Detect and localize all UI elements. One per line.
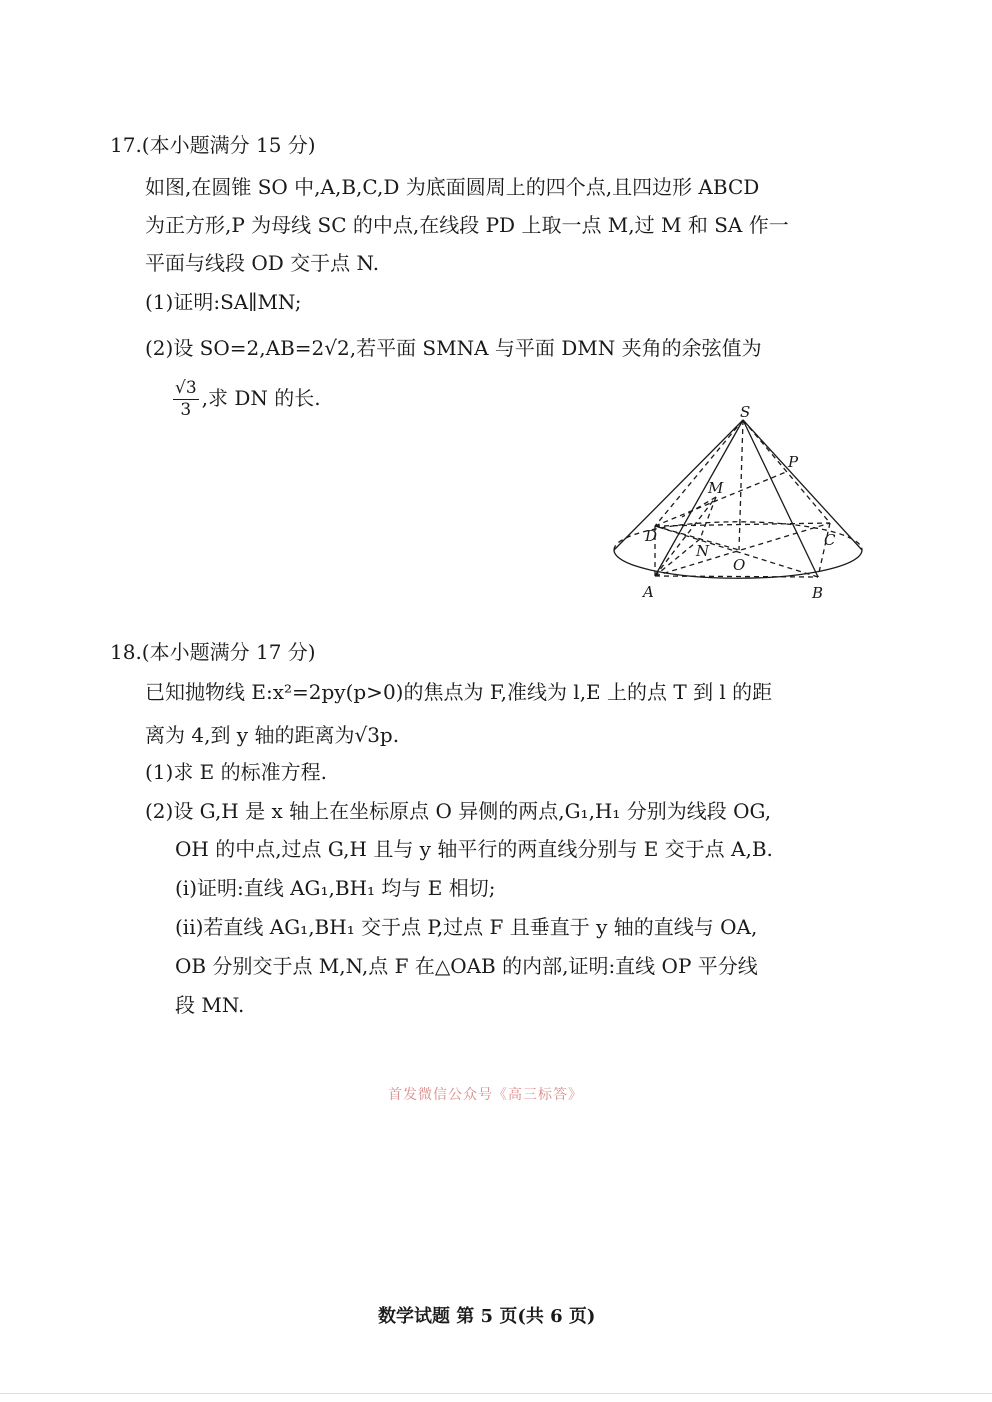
q18-part-1: (1)求 E 的标准方程. [145, 760, 328, 784]
q18-sub-ii-line-1: (ii)若直线 AG₁,BH₁ 交于点 P,过点 F 且垂直于 y 轴的直线与 OA, [175, 915, 758, 939]
q17-part-1: (1)证明:SA∥MN; [145, 290, 302, 314]
q18-part-2-line-1: (2)设 G,H 是 x 轴上在坐标原点 O 异侧的两点,G₁,H₁ 分别为线段 OG, [145, 799, 772, 823]
fraction-denominator: 3 [180, 400, 192, 420]
segment-na [655, 539, 700, 576]
q17-intro-line-1: 如图,在圆锥 SO 中,A,B,C,D 为底面圆周上的四个点,且四边形 ABCD [145, 175, 760, 199]
page-footer: 数学试题 第 5 页(共 6 页) [378, 1306, 596, 1327]
label-m: M [708, 479, 724, 497]
fraction-numerator: √3 [175, 378, 197, 398]
watermark-text: 首发微信公众号《高三标答》 [388, 1087, 583, 1103]
cone-outline-left [614, 420, 743, 550]
label-p: P [788, 453, 799, 471]
label-s: S [740, 403, 751, 421]
q17-part-2: (2)设 SO=2,AB=2√2,若平面 SMNA 与平面 DMN 夹角的余弦值为 [145, 336, 762, 360]
label-c: C [824, 531, 836, 549]
q18-intro-line-1: 已知抛物线 E:x²=2py(p>0)的焦点为 F,准线为 l,E 上的点 T 到 l 的距 [145, 680, 773, 704]
q18-part-2-line-2: OH 的中点,过点 G,H 且与 y 轴平行的两直线分别与 E 交于点 A,B. [175, 837, 773, 861]
label-a: A [643, 583, 654, 601]
scan-edge-divider [0, 1393, 992, 1394]
q17-part-2-tail: ,求 DN 的长. [201, 386, 321, 410]
edge-sc [743, 420, 830, 523]
q18-sub-i: (i)证明:直线 AG₁,BH₁ 均与 E 相切; [175, 876, 496, 900]
axis-so [739, 420, 743, 550]
q17-intro-line-2: 为正方形,P 为母线 SC 的中点,在线段 PD 上取一点 M,过 M 和 SA 作一 [145, 213, 789, 237]
q18-header: 18.(本小题满分 17 分) [110, 640, 316, 664]
q17-intro-line-3: 平面与线段 OD 交于点 N. [145, 251, 380, 275]
q18-sub-ii-line-2: OB 分别交于点 M,N,点 F 在△OAB 的内部,证明:直线 OP 平分线 [175, 954, 758, 978]
label-n: N [696, 542, 710, 560]
segment-mn [700, 497, 716, 539]
label-d: D [645, 527, 658, 545]
q18-sub-ii-line-3: 段 MN. [175, 993, 245, 1017]
cone-outline-right [743, 420, 862, 550]
q17-header: 17.(本小题满分 15 分) [110, 133, 316, 157]
cosine-fraction [173, 380, 199, 419]
label-b: B [812, 584, 824, 602]
edge-sd [655, 420, 743, 526]
q18-intro-line-2: 离为 4,到 y 轴的距离为√3p. [145, 723, 400, 747]
cone-figure [600, 400, 870, 610]
edge-sb [743, 420, 818, 577]
label-o: O [733, 556, 746, 574]
q17-part-2-continued [173, 380, 321, 419]
segment-am [655, 497, 716, 576]
edge-ab [655, 576, 818, 577]
segment-md [682, 497, 716, 517]
